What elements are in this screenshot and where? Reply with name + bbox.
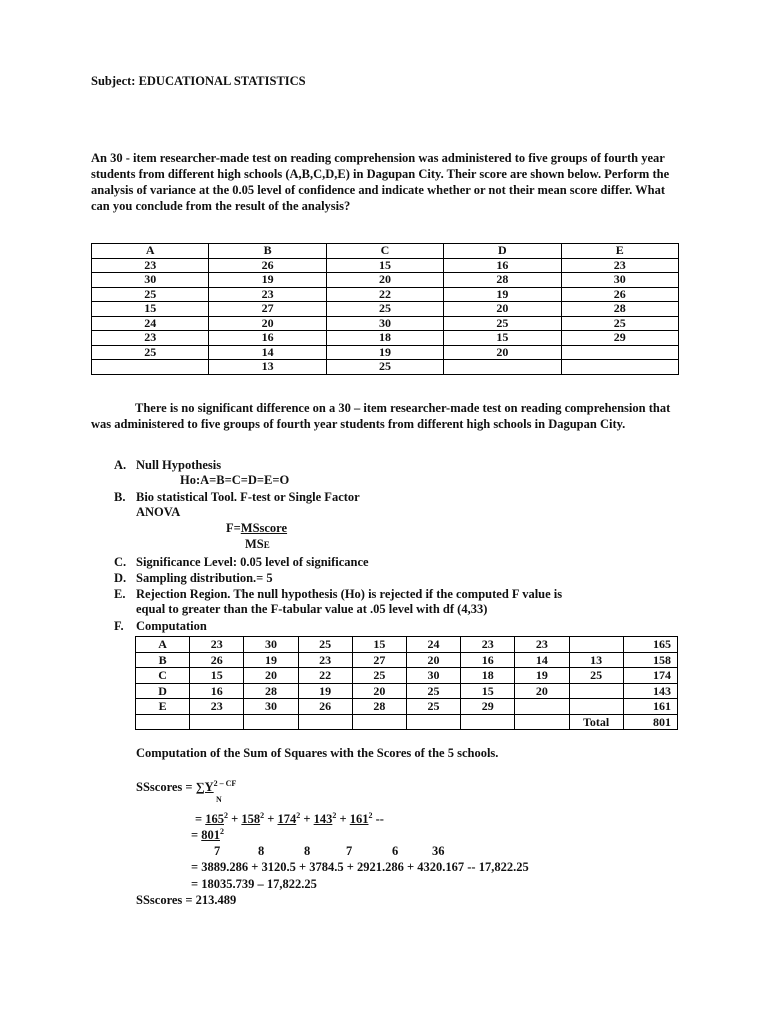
table-cell: 19 [209, 273, 326, 288]
scores-header-cell: B [209, 244, 326, 259]
table-cell: D [136, 683, 190, 699]
table-row [92, 273, 679, 288]
hypothesis-text: There is no significant difference on a 30 – item researcher-made test on reading comprehension that was administered to five groups of fourth year students from different high schools in Dagupan City. [91, 401, 671, 431]
table-cell: 20 [209, 316, 326, 331]
scores-header-row [92, 244, 679, 259]
table-cell: 18 [326, 331, 443, 346]
table-cell: 28 [561, 302, 678, 317]
table-row [92, 316, 679, 331]
table-row [136, 683, 678, 699]
item-statistical-tool [114, 489, 360, 505]
ss-heading: Computation of the Sum of Squares with the Scores of the 5 schools. [136, 746, 499, 760]
table-row [136, 714, 678, 730]
ss-term: 143 [313, 812, 333, 826]
ss-eq-prefix: = [195, 812, 206, 826]
table-cell: 20 [444, 345, 561, 360]
anova-text: ANOVA [136, 505, 181, 519]
table-cell: 28 [352, 699, 406, 715]
table-cell: 15 [92, 302, 209, 317]
table-cell: 22 [326, 287, 443, 302]
table-cell [561, 360, 678, 375]
table-cell [136, 714, 190, 730]
item-label: E. [114, 587, 126, 601]
table-cell: 30 [244, 637, 298, 653]
table-cell: 26 [298, 699, 352, 715]
f-denominator [245, 537, 270, 552]
f-numerator: MSscore [240, 521, 288, 535]
table-cell [92, 360, 209, 375]
ss-sep: + [228, 812, 242, 826]
table-cell: 30 [406, 668, 460, 684]
table-cell: 22 [298, 668, 352, 684]
table-cell: 19 [444, 287, 561, 302]
table-cell: 23 [92, 258, 209, 273]
table-row [136, 637, 678, 653]
table-cell: 29 [561, 331, 678, 346]
hypothesis-statement [91, 400, 691, 432]
table-cell: 20 [244, 668, 298, 684]
table-cell: 26 [190, 652, 244, 668]
ss-term-sq: 2 [224, 810, 228, 820]
ss-denominator: 7 [214, 844, 221, 858]
ss-line-3: = 3889.286 + 3120.5 + 3784.5 + 2921.286 + 4320.167 -- 17,822.25 [191, 860, 529, 874]
table-cell: 20 [326, 273, 443, 288]
table-cell: 19 [244, 652, 298, 668]
table-cell: C [136, 668, 190, 684]
ss-line-terms [195, 812, 384, 827]
item-null-hypothesis [114, 457, 221, 473]
table-row [92, 258, 679, 273]
item-text: Rejection Region. The null hypothesis (Ho) is rejected if the computed F value is [136, 587, 563, 601]
table-cell: 20 [406, 652, 460, 668]
ss-sup-cf: 2 – CF [213, 778, 237, 788]
ss-term: 174 [277, 812, 297, 826]
table-cell: 24 [92, 316, 209, 331]
item-text: Significance Level: 0.05 level of significance [136, 555, 369, 569]
table-cell: 28 [244, 683, 298, 699]
table-cell: 25 [92, 287, 209, 302]
ss-term-sq: 2 [368, 810, 373, 820]
ss-sep: + [300, 812, 314, 826]
item-label: B. [114, 490, 126, 504]
table-cell: 30 [92, 273, 209, 288]
table-row [136, 668, 678, 684]
table-cell: 13 [209, 360, 326, 375]
table-cell: 23 [190, 699, 244, 715]
table-cell: E [136, 699, 190, 715]
table-cell [298, 714, 352, 730]
table-cell: 25 [326, 302, 443, 317]
table-cell: 25 [444, 316, 561, 331]
table-row [136, 699, 678, 715]
table-cell: 27 [209, 302, 326, 317]
item-significance-level [114, 554, 369, 570]
null-hypothesis-formula: Ho:A=B=C=D=E=O [180, 473, 290, 487]
table-cell: 16 [461, 652, 515, 668]
item-label: D. [114, 571, 127, 585]
table-cell: 801 [623, 714, 677, 730]
table-cell: 23 [92, 331, 209, 346]
table-row [92, 331, 679, 346]
item-label: F. [114, 619, 124, 633]
table-cell: 23 [515, 637, 569, 653]
table-cell: 25 [352, 668, 406, 684]
ss-term-sq: 2 [296, 810, 301, 820]
table-cell: 15 [352, 637, 406, 653]
ss-term: 165 [205, 812, 224, 826]
ss-term: 158 [241, 812, 261, 826]
table-cell: 20 [444, 302, 561, 317]
table-cell: 20 [352, 683, 406, 699]
table-cell: 14 [515, 652, 569, 668]
table-cell: 19 [515, 668, 569, 684]
table-cell: 16 [190, 683, 244, 699]
scores-header-cell: D [444, 244, 561, 259]
table-cell: 23 [190, 637, 244, 653]
ss-denominator: 36 [432, 844, 445, 858]
ss-line-4: = 18035.739 – 17,822.25 [191, 877, 317, 891]
ss-term: 161 [349, 812, 369, 826]
ss-term-sq: 2 [332, 810, 337, 820]
table-cell [461, 714, 515, 730]
table-cell: 29 [461, 699, 515, 715]
table-cell: 26 [561, 287, 678, 302]
table-cell [352, 714, 406, 730]
table-cell [561, 345, 678, 360]
table-cell [244, 714, 298, 730]
table-cell: A [136, 637, 190, 653]
item-label: C. [114, 555, 127, 569]
table-row [92, 287, 679, 302]
table-cell: 30 [244, 699, 298, 715]
table-row [92, 345, 679, 360]
f-formula [226, 521, 287, 536]
table-cell [515, 699, 569, 715]
table-cell: 26 [209, 258, 326, 273]
table-cell: 27 [352, 652, 406, 668]
table-cell: 14 [209, 345, 326, 360]
table-cell: 19 [298, 683, 352, 699]
table-cell [190, 714, 244, 730]
f-prefix: F= [226, 521, 241, 535]
item-text: Bio statistical Tool. F-test or Single Factor [136, 490, 360, 504]
scores-header-cell: C [326, 244, 443, 259]
computation-table [135, 636, 678, 730]
ss-sep: + [264, 812, 278, 826]
table-cell: 18 [461, 668, 515, 684]
f-den-ms: MS [245, 537, 264, 551]
table-cell: 174 [623, 668, 677, 684]
ss-result: SSscores = 213.489 [136, 893, 237, 907]
ss-denominator: 6 [392, 844, 399, 858]
ss-total-prefix: = [191, 828, 202, 842]
table-cell: 143 [623, 683, 677, 699]
table-cell: 25 [569, 668, 623, 684]
ss-denominator: 8 [304, 844, 311, 858]
table-cell: 23 [561, 258, 678, 273]
ss-sum-y: ∑Y [195, 780, 214, 794]
table-cell: 25 [326, 360, 443, 375]
table-cell: 15 [444, 331, 561, 346]
table-cell: 30 [326, 316, 443, 331]
item-sampling-distribution [114, 570, 273, 586]
item-rejection-region [114, 586, 562, 602]
scores-header-cell: E [561, 244, 678, 259]
item-text: Null Hypothesis [136, 458, 222, 472]
table-cell [569, 637, 623, 653]
f-den-e: E [263, 540, 270, 550]
table-cell: 25 [92, 345, 209, 360]
table-cell: Total [569, 714, 623, 730]
ss-denominator: 8 [258, 844, 265, 858]
table-cell: 25 [298, 637, 352, 653]
item-label: A. [114, 458, 127, 472]
table-cell: 23 [298, 652, 352, 668]
table-cell: B [136, 652, 190, 668]
table-cell: 15 [326, 258, 443, 273]
table-cell: 16 [209, 331, 326, 346]
table-cell: 15 [461, 683, 515, 699]
ss-formula [136, 780, 236, 795]
ss-denominator: 7 [346, 844, 353, 858]
table-cell: 23 [461, 637, 515, 653]
table-cell: 25 [561, 316, 678, 331]
ss-sep: + [336, 812, 350, 826]
ss-n: N [216, 795, 222, 804]
rejection-region-cont: equal to greater than the F-tabular value at .05 level with df (4,33) [136, 602, 488, 616]
item-computation [114, 618, 207, 634]
table-cell: 23 [209, 287, 326, 302]
table-cell [444, 360, 561, 375]
table-cell [406, 714, 460, 730]
table-cell: 16 [444, 258, 561, 273]
scores-table [91, 243, 679, 375]
table-cell: 158 [623, 652, 677, 668]
table-row [92, 302, 679, 317]
ss-line-total [191, 828, 224, 843]
ss-label: SSscores = [136, 780, 196, 794]
scores-header-cell: A [92, 244, 209, 259]
table-cell: 24 [406, 637, 460, 653]
table-cell: 25 [406, 699, 460, 715]
table-cell: 25 [406, 683, 460, 699]
problem-statement: An 30 - item researcher-made test on reading comprehension was administered to five groups of fourth year students from different high schools (A,B,C,D,E) in Dagupan City. Their score are shown below. Perform the analysis of variance at the 0.05 level of confidence and indicate whether or not their mean score differ. What can you conclude from the result of the analysis? [91, 151, 670, 213]
table-cell: 30 [561, 273, 678, 288]
table-cell [515, 714, 569, 730]
table-cell: 15 [190, 668, 244, 684]
table-cell [569, 699, 623, 715]
table-cell: 20 [515, 683, 569, 699]
table-row [136, 652, 678, 668]
table-cell: 19 [326, 345, 443, 360]
table-cell: 13 [569, 652, 623, 668]
subject-line: Subject: EDUCATIONAL STATISTICS [91, 74, 306, 88]
item-text: Sampling distribution.= 5 [136, 571, 273, 585]
table-row [92, 360, 679, 375]
table-cell: 161 [623, 699, 677, 715]
ss-total: 801 [201, 828, 220, 842]
ss-total-sq: 2 [220, 826, 224, 836]
ss-trail: -- [372, 812, 384, 826]
item-text: Computation [136, 619, 207, 633]
ss-term-sq: 2 [260, 810, 265, 820]
table-cell: 165 [623, 637, 677, 653]
table-cell: 28 [444, 273, 561, 288]
table-cell [569, 683, 623, 699]
